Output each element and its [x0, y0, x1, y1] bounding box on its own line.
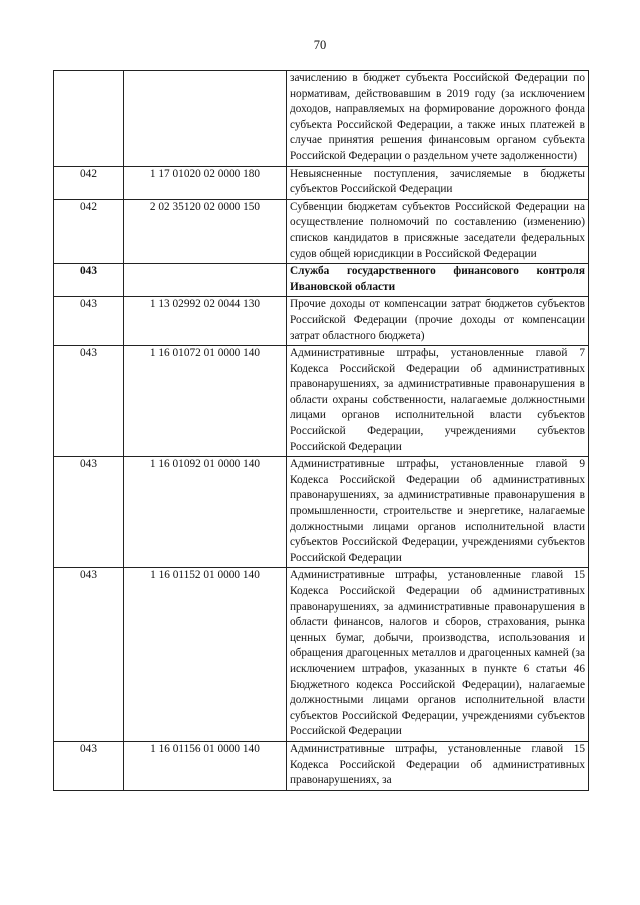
revenue-name-cell: Субвенции бюджетам субъектов Российской Федерации на осуществление полномочий по составлению (изменению) списков кандидатов в присяжные заседатели федеральных судов общей юрисдикции в Российской Федерации	[287, 199, 589, 263]
revenue-name-cell: Административные штрафы, установленные главой 15 Кодекса Российской Федерации об административных правонарушениях, за	[287, 741, 589, 790]
revenue-name-cell: Прочие доходы от компенсации затрат бюджетов субъектов Российской Федерации (прочие доходы от компенсации затрат областного бюджета)	[287, 297, 589, 346]
revenue-codes-table	[53, 70, 589, 791]
revenue-name-cell: зачислению в бюджет субъекта Российской Федерации по нормативам, действовавшим в 2019 году (за исключением доходов, направляемых на формирование дорожного фонда субъекта Российской Федерации, а также иных платежей в случае принятия решения финансовым органом субъекта Российской Федерации о раздельном учете задолженности)	[287, 71, 589, 167]
table-row	[54, 346, 589, 457]
revenue-code-cell: 1 16 01152 01 0000 140	[124, 568, 287, 742]
revenue-name-cell: Административные штрафы, установленные главой 15 Кодекса Российской Федерации об административных правонарушениях, за административные правонарушения в области финансов, налогов и сборов, страхования, рынка ценных бумаг, добычи, производства, использования и обращения драгоценных металлов и драгоценных камней (за исключением штрафов, указанных в пункте 6 статьи 46 Бюджетного кодекса Российской Федерации), налагаемые должностными лицами органов исполнительной власти субъектов Российской Федерации, учреждениями субъектов Российской Федерации	[287, 568, 589, 742]
admin-code-cell: 043	[54, 741, 124, 790]
revenue-code-cell: 1 16 01092 01 0000 140	[124, 457, 287, 568]
admin-code-cell	[54, 71, 124, 167]
admin-code-cell: 043	[54, 346, 124, 457]
section-header-row	[54, 264, 589, 297]
revenue-name-cell: Административные штрафы, установленные главой 9 Кодекса Российской Федерации об административных правонарушениях, за административные правонарушения в промышленности, строительстве и энергетике, налагаемые должностными лицами органов исполнительной власти субъектов Российской Федерации, учреждениями субъектов Российской Федерации	[287, 457, 589, 568]
revenue-code-cell: 1 16 01072 01 0000 140	[124, 346, 287, 457]
table-row	[54, 568, 589, 742]
admin-code-cell: 043	[54, 264, 124, 297]
table-row	[54, 166, 589, 199]
revenue-code-cell: 1 16 01156 01 0000 140	[124, 741, 287, 790]
revenue-code-cell: 1 17 01020 02 0000 180	[124, 166, 287, 199]
table-row	[54, 297, 589, 346]
page-number: 70	[313, 38, 327, 52]
admin-code-cell: 043	[54, 297, 124, 346]
revenue-name-cell: Невыясненные поступления, зачисляемые в бюджеты субъектов Российской Федерации	[287, 166, 589, 199]
admin-code-cell: 042	[54, 199, 124, 263]
revenue-code-cell: 1 13 02992 02 0044 130	[124, 297, 287, 346]
revenue-name-cell: Административные штрафы, установленные главой 7 Кодекса Российской Федерации об административных правонарушениях, за административные правонарушения в области охраны собственности, налагаемые должностными лицами органов исполнительной власти субъектов Российской Федерации, учреждениями субъектов Российской Федерации	[287, 346, 589, 457]
revenue-code-cell	[124, 71, 287, 167]
administrator-name-cell: Служба государственного финансового контроля Ивановской области	[287, 264, 589, 297]
table-row	[54, 199, 589, 263]
table-row	[54, 71, 589, 167]
admin-code-cell: 043	[54, 457, 124, 568]
table-row	[54, 457, 589, 568]
admin-code-cell: 043	[54, 568, 124, 742]
table-row	[54, 741, 589, 790]
admin-code-cell: 042	[54, 166, 124, 199]
revenue-code-cell: 2 02 35120 02 0000 150	[124, 199, 287, 263]
revenue-code-cell	[124, 264, 287, 297]
